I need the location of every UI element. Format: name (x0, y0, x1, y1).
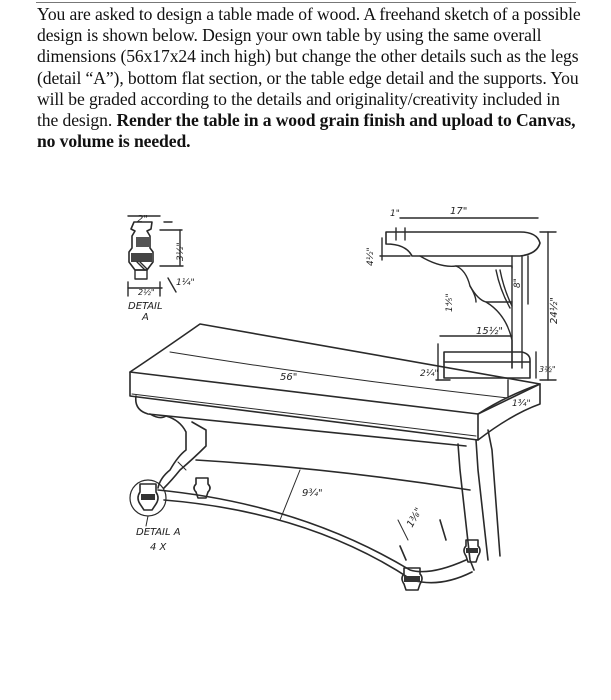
detail-a-top-width: 2" (137, 214, 148, 225)
table-shelf-thickness: 1⅜" (405, 506, 425, 530)
table-perspective-drawing (130, 324, 540, 590)
table-length: 56" (280, 372, 298, 383)
section-bracket-offset: 1⅘" (445, 293, 455, 312)
detail-a-drawing (128, 216, 183, 296)
instructions-text: You are asked to design a table made of wood. A freehand sketch of a possible design is shown below. Design your own table by using the same overall dimensions (56x17x24 inch high) but change the other details such as the legs (detail “A”), bottom flat section, or the table edge detail and the supports. You will be graded according to the details and originality/creativity included in the design. (37, 4, 581, 131)
table-shelf-depth: 9¾" (302, 488, 323, 499)
section-edge-height: 4½" (366, 247, 376, 266)
detail-a-callout-2: 4 X (150, 542, 167, 553)
section-inner-width: 15½" (476, 326, 504, 337)
section-base-height: 2¼" (420, 369, 439, 379)
detail-a-side: 1¼" (176, 278, 195, 288)
detail-a-callout-1: DETAIL A (136, 527, 181, 538)
section-overall-height: 24½" (549, 296, 560, 324)
section-top-width: 17" (450, 206, 468, 217)
side-section-drawing (380, 218, 556, 396)
instructions-bold-text: Render the table in a wood grain finish and upload to Canvas, no volume is needed. (37, 110, 576, 152)
section-base-offset: 1¾" (512, 399, 531, 409)
detail-a-title-2: A (142, 312, 149, 323)
detail-a-title-1: DETAIL (128, 301, 163, 312)
detail-a-height: 3½" (176, 242, 186, 261)
section-base-thickness: 3½" (539, 365, 556, 374)
detail-a-bottom-width: 2½" (138, 288, 155, 297)
section-bracket-height: 8" (513, 278, 523, 288)
section-edge-width: 1" (390, 209, 400, 219)
